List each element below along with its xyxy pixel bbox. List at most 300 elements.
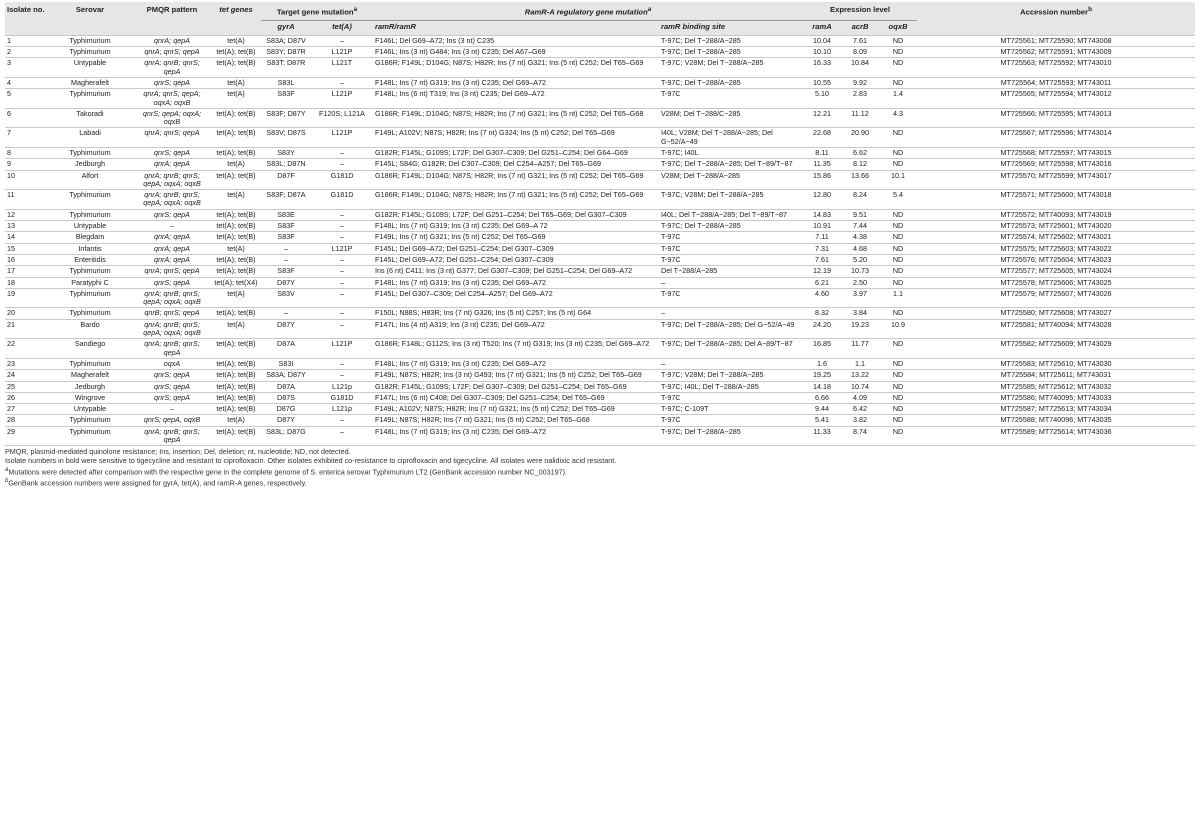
table-row [5,288,1195,308]
cell-oqxb: ND [892,221,904,231]
cell-teta: – [340,319,344,329]
cell-serovar: Typhimurium [69,426,111,436]
cell-tet-genes: tet(A); tet(B) [216,358,256,368]
cell-ramr: G186R; F149L; D104G; N87S; H82R; Ins (7 nt) G321; Ins (5 nt) C252; Del T65–G69 [375,58,644,68]
table-row [5,243,1195,254]
cell-oqxb: ND [892,277,904,287]
cell-isolate-no: 6 [7,108,11,118]
cell-rama: 8.11 [815,147,829,157]
cell-oqxb: 10.9 [891,319,906,329]
header-oqxb: oqxB [879,21,917,36]
cell-rama: 16.33 [813,58,832,68]
cell-acrb: 8.74 [853,426,868,436]
cell-tet-genes: tet(A); tet(X4) [214,277,258,287]
cell-tet-genes: tet(A) [227,159,245,169]
cell-rama: 14.83 [813,209,832,219]
header-ramr-regulatory: RamR-A regulatory gene mutation$^a$ [373,2,803,21]
header-accession-number: Accession number$^b$ [917,2,1195,35]
cell-serovar: Untypable [73,58,107,68]
cell-ramr-binding-site: V28M; Del T−288/C−285 [661,108,741,118]
cell-isolate-no: 2 [7,47,11,57]
cell-gyra: S83F [277,232,295,242]
cell-isolate-no: 12 [7,209,15,219]
cell-serovar: Sandiego [74,339,106,349]
cell-ramr-binding-site: – [661,277,665,287]
cell-gyra: D87Y [277,277,295,287]
cell-ramr-binding-site: T-97C; Del T−288/A−285 [661,221,741,231]
cell-accession: MT725575; MT725603; MT743022 [1000,243,1112,253]
cell-serovar: Enteritidis [74,254,106,264]
cell-pmqr: qnrA; qnrB; qnrS; qepA; oqxA; oqxB [143,190,201,208]
cell-ramr: G182R; F145L; G109S; L72F; Del G307–C309; Del G251–C254; Del G64–G69 [375,147,628,157]
cell-accession: MT725576; MT725604; MT743023 [1000,254,1112,264]
cell-accession: MT725572; MT740093; MT743019 [1000,209,1112,219]
cell-rama: 12.80 [813,190,832,200]
cell-acrb: 11.12 [851,108,869,118]
cell-accession: MT725563; MT725592; MT743010 [1000,58,1112,68]
cell-tet-genes: tet(A) [227,415,245,425]
cell-ramr-binding-site: T-97C; I40L [661,147,699,157]
cell-oqxb: ND [892,77,904,87]
table-row [5,232,1195,243]
cell-gyra: S83Y; D87R [266,47,306,57]
cell-acrb: 2.50 [853,277,868,287]
cell-pmqr: qnrA; qnrB; qnrS; qepA; oqxA; oqxB [143,319,201,338]
cell-serovar: Typhimurium [69,308,111,318]
cell-oqxb: ND [892,243,904,253]
cell-gyra: S83F; D87A [266,190,306,200]
cell-serovar: Typhimurium [69,47,111,57]
cell-ramr: F148L; Ins (7 nt) G319; Ins (3 nt) C235; Del G69–A72 [375,358,546,368]
header-expression-level: Expression level [803,2,917,21]
cell-teta: – [340,308,344,318]
cell-oqxb: 1.4 [893,89,904,99]
cell-isolate-no: 24 [7,370,15,380]
cell-rama: 24.20 [813,319,832,329]
cell-pmqr: qnrA; qnrB; qnrS; qepA [144,339,200,357]
cell-pmqr: qnrA; qnrS; qepA [144,128,200,138]
cell-teta: G181D [330,170,354,180]
cell-oqxb: ND [892,254,904,264]
cell-ramr-binding-site: T-97C; Del T−288/A−285; Del A−89/T−87 [661,339,793,349]
cell-serovar: Magherafelt [71,370,109,380]
cell-isolate-no: 1 [7,35,11,45]
cell-rama: 12.21 [813,108,832,118]
cell-oqxb: ND [892,358,904,368]
cell-pmqr: qnrA; qnrB; qnrS; qepA; oqxA; oqxB [143,170,201,188]
cell-rama: 10.91 [813,221,832,231]
cell-oqxb: 4.3 [893,108,904,118]
cell-ramr: F145L; Del G69–A72; Del G251–C254; Del G307–C309 [375,254,554,264]
cell-pmqr: qnrA; qepA [154,159,190,169]
cell-accession: MT725573; MT725601; MT743020 [1000,221,1112,231]
table-row [5,381,1195,392]
cell-ramr-binding-site: T-97C [661,232,681,242]
cell-acrb: 13.22 [851,370,870,380]
header-ramr-binding-site: ramR binding site [659,21,803,36]
cell-ramr-binding-site: T-97C; Del T−288/A−285 [661,47,741,57]
cell-ramr: F149L; N87S; H82R; Ins (3 nt) G493; Ins (7 nt) G321; Ins (5 nt) C252; Del T65–G69 [375,370,642,380]
cell-oqxb: 5.4 [893,190,904,200]
cell-ramr: F148L; Ins (7 nt) G319; Ins (3 nt) C235; Del G69–A72 [375,426,546,436]
cell-pmqr: qnrA; qnrB; qnrS; qepA [144,426,200,444]
cell-tet-genes: tet(A); tet(B) [216,128,256,138]
cell-tet-genes: tet(A) [227,89,245,99]
cell-accession: MT725574; MT725602; MT743021 [1000,232,1112,242]
cell-rama: 7.31 [815,243,830,253]
cell-isolate-no: 11 [7,190,15,200]
cell-pmqr: qnrS; qepA [154,209,190,219]
cell-ramr-binding-site: – [661,358,665,368]
table-row [5,35,1195,46]
cell-tet-genes: tet(A); tet(B) [216,381,256,391]
cell-ramr-binding-site: V28M; Del T−288/A−285 [661,170,740,180]
cell-gyra: S83Y [277,147,295,157]
cell-teta: – [340,147,344,157]
cell-oqxb: ND [892,232,904,242]
cell-rama: 12.19 [813,266,832,276]
cell-tet-genes: tet(A); tet(B) [216,58,256,68]
cell-ramr: F147L; Ins (6 nt) C408; Del G307–C309; Del G251–C254; Del T65–G69 [375,392,605,402]
cell-accession: MT725565; MT725594; MT743012 [1000,89,1112,99]
cell-pmqr: qnrS; qepA [154,381,190,391]
cell-ramr: G186R; F149L; D104G; N87S; H82R; Ins (7 nt) G321; Ins (5 nt) C252; Del T65–G68 [375,108,644,118]
cell-pmqr: qnrA; qepA [154,254,190,264]
cell-teta: – [340,159,344,169]
cell-oqxb: ND [892,35,904,45]
cell-gyra: S83L [277,77,295,87]
cell-acrb: 5.20 [853,254,868,264]
cell-serovar: Paratyphi C [71,277,109,287]
table-row [5,266,1195,277]
cell-tet-genes: tet(A) [227,319,245,329]
cell-tet-genes: tet(A); tet(B) [216,339,256,349]
cell-accession: MT725566; MT725595; MT743013 [1000,108,1112,118]
cell-isolate-no: 17 [7,266,15,276]
cell-ramr: F145L; Del G307–C309; Del C254–A257; Del G69–A72 [375,288,553,298]
table-row [5,190,1195,210]
cell-tet-genes: tet(A); tet(B) [216,232,256,242]
cell-ramr: G186R; F149L; D104G; N87S; H82R; Ins (7 nt) G321; Ins (5 nt) C252; Del T65–G69 [375,170,644,180]
cell-gyra: D87A [277,381,295,391]
cell-rama: 14.18 [813,381,832,391]
cell-acrb: 20.90 [851,128,870,138]
cell-isolate-no: 7 [7,128,11,138]
cell-gyra: – [284,254,288,264]
cell-tet-genes: tet(A); tet(B) [216,370,256,380]
cell-isolate-no: 10 [7,170,15,180]
cell-oqxb: ND [892,266,904,276]
cell-accession: MT725581; MT740094; MT743028 [1000,319,1112,329]
table-row [5,392,1195,403]
cell-ramr: F149L; A102V; N87S; H82R; Ins (7 nt) G321; Ins (5 nt) C252; Del T65–G69 [375,404,615,414]
cell-acrb: 2.83 [853,89,868,99]
table-row [5,254,1195,265]
cell-pmqr: qnrS; qepA [154,392,190,402]
cell-ramr: G182R; F145L; G109S; L72F; Del G307–C309; Del G251–C254; Del T65–G69 [375,381,627,391]
cell-accession: MT725562; MT725591; MT743009 [1000,47,1112,57]
cell-isolate-no: 4 [7,77,11,87]
cell-oqxb: ND [892,58,904,68]
cell-isolate-no: 19 [7,288,15,298]
cell-pmqr: qnrB; qnrS; qepA [144,308,200,318]
cell-tet-genes: tet(A); tet(B) [216,254,256,264]
cell-acrb: 7.44 [853,221,868,231]
cell-acrb: 4.68 [853,243,868,253]
cell-accession: MT725587; MT725613; MT743034 [1000,404,1112,414]
table-row [5,58,1195,78]
cell-tet-genes: tet(A) [227,77,245,87]
cell-ramr: F146L; Ins (3 nt) G484; Ins (3 nt) C235; Del A67–G69 [375,47,546,57]
cell-rama: 11.35 [813,159,831,169]
cell-ramr: F149L; A102V; N87S; H82R; Ins (7 nt) G324; Ins (5 nt) C252; Del T65–G69 [375,128,615,138]
table-row [5,170,1195,190]
cell-teta: – [340,209,344,219]
cell-isolate-no: 9 [7,159,11,169]
cell-oqxb: ND [892,370,904,380]
cell-teta: – [340,35,344,45]
cell-tet-genes: tet(A); tet(B) [216,308,256,318]
cell-tet-genes: tet(A); tet(B) [216,426,256,436]
cell-ramr-binding-site: T-97C; Del T−288/A−285 [661,426,741,436]
cell-accession: MT725589; MT725614; MT743036 [1000,426,1112,436]
cell-isolate-no: 18 [7,277,15,287]
cell-isolate-no: 8 [7,147,11,157]
cell-teta: L121P [331,47,353,57]
cell-teta: L121P [331,243,353,253]
footnote-b: $^b$GenBank accession numbers were assigned for gyrA, tet(A), and ramR-A genes, respectively. [5,478,307,488]
cell-serovar: Typhimurium [69,147,111,157]
cell-teta: L121P [331,89,353,99]
cell-gyra: S83I [278,358,294,368]
cell-serovar: Typhimurium [69,89,111,99]
cell-pmqr: qnrS; qepA [154,277,190,287]
cell-tet-genes: tet(A); tet(B) [216,209,256,219]
cell-tet-genes: tet(A) [227,190,245,200]
cell-rama: 1.6 [817,358,828,368]
cell-accession: MT725567; MT725596; MT743014 [1000,128,1112,138]
cell-acrb: 10.73 [851,266,870,276]
cell-gyra: S83T; D87R [266,58,306,68]
cell-accession: MT725584; MT725611; MT743031 [1000,370,1112,380]
cell-ramr-binding-site: T-97C; C-109T [661,404,709,414]
cell-rama: 11.33 [813,426,831,436]
mutation-table [5,2,1195,446]
cell-serovar: Alfort [81,170,99,180]
cell-acrb: 4.09 [853,392,868,402]
cell-ramr-binding-site: T-97C; V28M; Del T−288/A−285 [661,190,764,200]
cell-pmqr: – [170,404,174,414]
cell-serovar: Labadi [79,128,101,138]
table-row [5,77,1195,88]
cell-isolate-no: 28 [7,415,15,425]
cell-isolate-no: 5 [7,89,11,99]
cell-oqxb: ND [892,392,904,402]
cell-tet-genes: tet(A); tet(B) [216,47,256,57]
cell-teta: F120S; L121A [319,108,365,118]
cell-serovar: Typhimurium [69,288,111,298]
cell-ramr-binding-site: I40L; V28M; Del T−288/A−285; Del G−52/A−49 [661,128,773,146]
cell-serovar: Typhimurium [69,266,111,276]
table-header [5,2,1195,35]
cell-serovar: Jedburgh [75,159,105,169]
cell-tet-genes: tet(A); tet(B) [216,266,256,276]
cell-accession: MT725586; MT740095; MT743033 [1000,392,1112,402]
cell-pmqr: qnrA; qnrB; qnrS; qepA [144,58,200,76]
table-row [5,319,1195,339]
cell-acrb: 4.38 [853,232,868,242]
cell-ramr: G186R; F148L; G112S; Ins (3 nt) T520; Ins (7 nt) G319; Ins (3 nt) C235; Del G69–A72 [375,339,650,349]
cell-rama: 22.68 [813,128,832,138]
cell-ramr: F146L; Del G69–A72; Ins (3 nt) C235 [375,35,495,45]
cell-gyra: – [284,308,288,318]
cell-isolate-no: 29 [7,426,15,436]
cell-accession: MT725579; MT725607; MT743026 [1000,288,1112,298]
cell-teta: L121p [332,404,352,414]
cell-ramr-binding-site: T-97C [661,288,681,298]
cell-serovar: Magherafelt [71,77,109,87]
cell-acrb: 3.82 [853,415,868,425]
cell-tet-genes: tet(A); tet(B) [216,147,256,157]
cell-oqxb: ND [892,47,904,57]
cell-rama: 5.10 [815,89,830,99]
cell-acrb: 8.24 [853,190,868,200]
cell-ramr: F145L; Del G69–A72; Del G251–C254; Del G307–C309 [375,243,554,253]
cell-gyra: S83F [277,266,295,276]
header-isolate-no: Isolate no. [5,2,47,35]
cell-teta: – [340,266,344,276]
cell-oqxb: ND [892,426,904,436]
cell-ramr-binding-site: – [661,308,665,318]
cell-ramr-binding-site: T-97C; Del T−288/A−285 [661,77,741,87]
cell-acrb: 8.12 [853,159,868,169]
cell-acrb: 10.84 [851,58,870,68]
cell-rama: 7.11 [815,232,829,242]
cell-pmqr: qnrS; qepA [154,77,190,87]
cell-rama: 6.66 [815,392,830,402]
cell-accession: MT725578; MT725606; MT743025 [1000,277,1112,287]
header-teta: tet(A) [311,21,373,36]
cell-acrb: 1.1 [855,358,866,368]
cell-ramr: F148L; Ins (7 nt) G319; Ins (3 nt) C235; Del G69–A 72 [375,221,548,231]
cell-acrb: 10.74 [851,381,870,391]
cell-ramr-binding-site: T-97C [661,392,681,402]
footnote-bold-note: Isolate numbers in bold were sensitive to tigecycline and resistant to ciprofloxacin. Other isolates exhibited co-resistance to ciprofloxacin and tigecycline. All isolates were nalidixic acid resistant. [5,456,617,466]
cell-acrb: 19.23 [851,319,870,329]
cell-serovar: Typhimurium [69,190,111,200]
cell-serovar: Infantis [78,243,102,253]
cell-ramr-binding-site: T-97C; I40L; Del T−288/A−285 [661,381,759,391]
cell-teta: – [340,277,344,287]
cell-acrb: 9.51 [853,209,868,219]
cell-accession: MT725583; MT725610; MT743030 [1000,358,1112,368]
header-tet-genes: tet genes [211,2,261,35]
cell-isolate-no: 3 [7,58,11,68]
footnotes [5,448,1195,488]
cell-teta: G181D [330,190,354,200]
cell-teta: – [340,358,344,368]
cell-serovar: Bardo [80,319,100,329]
cell-pmqr: qnrS; qepA [154,370,190,380]
cell-isolate-no: 25 [7,381,15,391]
cell-gyra: S83A; D87V [266,35,306,45]
cell-gyra: S83F [277,221,295,231]
cell-tet-genes: tet(A); tet(B) [216,221,256,231]
cell-rama: 6.21 [815,277,830,287]
cell-ramr-binding-site: T-97C; V28M; Del T−288/A−285 [661,58,764,68]
cell-tet-genes: tet(A) [227,288,245,298]
cell-pmqr: qnrS; qepA; oqxA; oqxB [142,108,202,127]
cell-serovar: Typhimurium [69,209,111,219]
cell-ramr-binding-site: I40L; Del T−288/A−285; Del T−89/T−87 [661,209,788,219]
cell-teta: – [340,221,344,231]
cell-acrb: 6.62 [853,147,868,157]
cell-isolate-no: 26 [7,392,15,402]
header-acrb: acrB [841,21,879,36]
table-row [5,47,1195,58]
cell-ramr: F150L; N88S; H83R; Ins (7 nt) G326; Ins (5 nt) C257; Ins (5 nt) G64 [375,308,592,318]
cell-rama: 19.25 [813,370,832,380]
cell-accession: MT725571; MT725600; MT743018 [1000,190,1112,200]
table-row [5,108,1195,128]
cell-ramr-binding-site: T-97C [661,254,681,264]
cell-oqxb: ND [892,128,904,138]
table-row [5,339,1195,359]
cell-isolate-no: 22 [7,339,15,349]
cell-ramr-binding-site: T-97C; Del T−288/A−285 [661,35,741,45]
cell-teta: L121P [331,128,353,138]
cell-gyra: D87F [277,170,295,180]
cell-acrb: 8.09 [853,47,868,57]
cell-acrb: 3.97 [853,288,868,298]
cell-accession: MT725568; MT725597; MT743015 [1000,147,1112,157]
cell-tet-genes: tet(A); tet(B) [216,170,256,180]
cell-rama: 16.85 [813,339,832,349]
cell-rama: 8.32 [815,308,830,318]
cell-oqxb: ND [892,381,904,391]
cell-acrb: 3.84 [853,308,868,318]
table-row [5,147,1195,158]
cell-ramr-binding-site: T-97C [661,89,681,99]
cell-pmqr: qnrA; qnrS; qepA; oqxA; oqxB [143,89,201,107]
cell-gyra: S83F; D87Y [266,108,306,118]
table-row [5,370,1195,381]
cell-oqxb: ND [892,159,904,169]
cell-serovar: Typhimurium [69,358,111,368]
cell-isolate-no: 15 [7,243,15,253]
cell-teta: – [340,288,344,298]
cell-rama: 5.41 [815,415,830,425]
cell-oqxb: ND [892,308,904,318]
cell-pmqr: qnrA; qepA [154,35,190,45]
cell-acrb: 7.61 [853,35,868,45]
cell-acrb: 9.92 [853,77,868,87]
cell-serovar: Untypable [73,404,107,414]
cell-serovar: Wingrove [74,392,106,402]
cell-isolate-no: 13 [7,221,15,231]
cell-ramr: F145L; S84G; G182R; Del C307–C309; Del C254–A257; Del T65–G69 [375,159,602,169]
cell-accession: MT725577; MT725605; MT743024 [1000,266,1112,276]
table-row [5,358,1195,369]
table-row [5,128,1195,148]
cell-teta: – [340,370,344,380]
table-row [5,159,1195,170]
cell-gyra: – [284,243,288,253]
cell-accession: MT725561; MT725590; MT743008 [1000,35,1112,45]
cell-ramr-binding-site: Del T−288/A−285 [661,266,718,276]
cell-oqxb: ND [892,404,904,414]
cell-tet-genes: tet(A) [227,243,245,253]
